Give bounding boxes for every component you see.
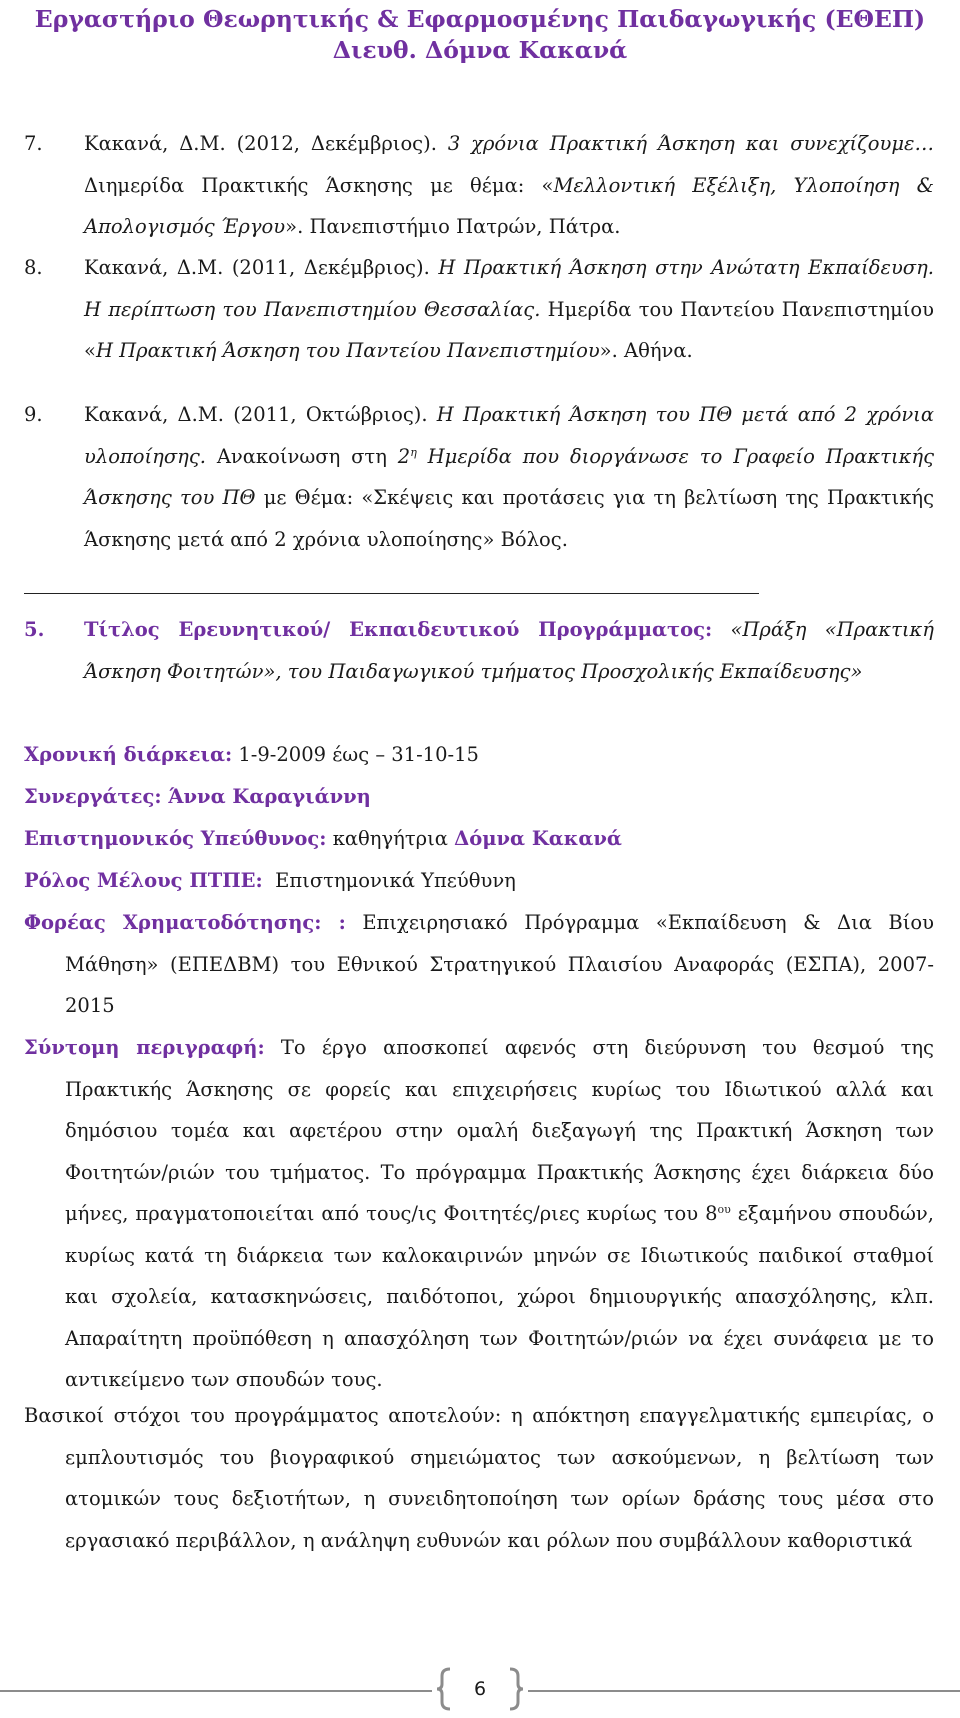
entry-ordinal: $2^\eta$ [397, 444, 417, 468]
scientific-lead-label: Επιστημονικός Υπεύθυνος: [24, 827, 327, 850]
partners-row [24, 776, 954, 818]
entry-number: 7. [24, 132, 43, 155]
entry-author: Κακανά, Δ.Μ. (2011, Δεκέμβριος). [84, 256, 439, 279]
partners-label: Συνεργάτες: [24, 785, 162, 808]
entry-author: Κακανά, Δ.Μ. (2011, Οκτώβριος). [84, 403, 437, 426]
header-lab-name: Εργαστήριο Θεωρητικής & Εφαρμοσμένης Παιδαγωγικής (ΕΘΕΠ) [34, 5, 926, 33]
role-row [24, 860, 954, 902]
publication-entry-7 [24, 123, 934, 248]
entry-location: ». Πανεπιστήμιο Πατρών, Πάτρα. [285, 215, 621, 238]
entry-title: Η Πρακτική Άσκηση του ΠΘ μετά από 2 χρόνια υλοποίησης. [84, 403, 934, 468]
publication-entry-9 [24, 394, 934, 560]
entry-venue: Ανακοίνωση στη [205, 444, 398, 468]
header-director: Διευθ. Δόμνα Κακανά [332, 36, 628, 64]
partners-value: Άννα Καραγιάννη [161, 785, 371, 808]
entry-number: 8. [24, 256, 43, 279]
entry-event-title: Η Πρακτική Άσκηση του Παντείου Πανεπιστημίου [95, 339, 600, 362]
right-brace-icon [507, 1667, 525, 1711]
funding-value: Επιχειρησιακό Πρόγραμμα «Εκπαίδευση & Δια Βίου Μάθηση» (ΕΠΕΔΒΜ) του Εθνικού Στρατηγικού Πλαισίου Αναφοράς (ΕΣΠΑ), 2007-2015 [65, 911, 934, 1017]
section-title-block [84, 609, 934, 692]
section-label: Τίτλος Ερευνητικού/ Εκπαιδευτικού Προγράμματος: [84, 618, 713, 641]
section-number: 5. [24, 618, 45, 641]
summary-label: Σύντομη περιγραφή: [24, 1036, 265, 1059]
summary-row [24, 1027, 954, 1401]
entry-number: 9. [24, 403, 43, 426]
left-brace-icon [435, 1667, 453, 1711]
program-title: «Πράξη «Πρακτική Άσκηση Φοιτητών», του Παιδαγωγικού τμήματος Προσχολικής Εκπαίδευσης» [84, 618, 934, 683]
scientific-lead-title: καθηγήτρια [326, 827, 455, 850]
page-header [0, 4, 960, 66]
entry-location: με Θέμα: «Σκέψεις και προτάσεις για τη βελτίωση της Πρακτικής Άσκησης μετά από 2 χρόνια υλοποίησης» Βόλος. [84, 486, 934, 551]
entry-event-title: Ημερίδα που διοργάνωσε το Γραφείο Πρακτικής Άσκησης του ΠΘ [84, 444, 934, 509]
footer-rule-left [0, 1690, 432, 1692]
publication-entry-8 [24, 247, 934, 372]
entry-event-title: Μελλοντική Εξέλιξη, Υλοποίηση & Απολογισμός Έργου [84, 173, 935, 238]
duration-value: 1-9-2009 έως – 31-10-15 [232, 743, 479, 766]
entry-author: Κακανά, Δ.Μ. (2012, Δεκέμβριος). [84, 132, 448, 155]
footer-rule-right [528, 1690, 960, 1692]
summary-text [24, 1027, 934, 1401]
role-value: Επιστημονικά Υπεύθυνη [262, 869, 516, 892]
entry-text [84, 247, 934, 372]
entry-text [84, 394, 934, 560]
funding-row [24, 902, 954, 1027]
scientific-lead-name: Δόμνα Κακανά [454, 827, 622, 850]
summary-superscript: ου [717, 1202, 731, 1216]
entry-title: Η Πρακτική Άσκηση στην Ανώτατη Εκπαίδευση. Η περίπτωση του Πανεπιστημίου Θεσσαλίας. [84, 256, 934, 321]
entry-venue: Ημερίδα του Παντείου Πανεπιστημίου « [84, 297, 934, 362]
role-label: Ρόλος Μέλους ΠΤΠΕ: [24, 869, 263, 892]
entry-title: 3 χρόνια Πρακτική Άσκηση και συνεχίζουμε… [447, 132, 934, 155]
funding-label: Φορέας Χρηματοδότησης: : [24, 911, 346, 934]
program-section [24, 609, 934, 692]
goals-paragraph [24, 1395, 954, 1561]
summary-value-part2: εξαμήνου σπουδών, κυρίως κατά τη διάρκεια των καλοκαιρινών μηνών σε Ιδιωτικούς παιδικοί σταθμοί και σχολεία, κατασκηνώσεις, παιδότοποι, χώροι δημιουργικής απασχόλησης, κλπ. Απαραίτητη προϋπόθεση η απασχόληση των Φοιτητών/ριών να έχει συνάφεια με το αντικείμενο των σπουδών τους. [65, 1202, 934, 1391]
page-number: 6 [473, 1678, 487, 1700]
duration-row [24, 734, 954, 776]
duration-label: Χρονική διάρκεια: [24, 743, 233, 766]
goals-text: Βασικοί στόχοι του προγράμματος αποτελούν: η απόκτηση επαγγελματικής εμπειρίας, ο εμπλουτισμός του βιογραφικού σημειώματος των ασκούμενων, η βελτίωση των ατομικών τους δεξιοτήτων, η συνειδητοποίηση των ορίων δράσης τους μέσα στο εργασιακό περιβάλλον, η ανάληψη ευθυνών και ρόλων που συμβάλλουν καθοριστικά [24, 1404, 934, 1552]
entry-venue: Διημερίδα Πρακτικής Άσκησης με θέμα: « [84, 173, 554, 197]
scientific-lead-row [24, 818, 954, 860]
funding-text [24, 902, 934, 1027]
entry-text [84, 123, 934, 248]
summary-value-part1: Το έργο αποσκοπεί αφενός στη διεύρυνση του θεσμού της Πρακτικής Άσκησης σε φορείς και επιχειρήσεις κυρίως του Ιδιωτικού αλλά και δημόσιου τομέα και αφετέρου στην ομαλή διεξαγωγή της Πρακτική Άσκηση των Φοιτητών/ριών του τμήματος. Το πρόγραμμα Πρακτικής Άσκησης έχει διάρκεια δύο μήνες, πραγματοποιείται από τους/ις Φοιτητές/ριες κυρίως του 8 [65, 1036, 934, 1225]
entry-location: ». Αθήνα. [599, 339, 693, 362]
section-divider [24, 593, 759, 594]
